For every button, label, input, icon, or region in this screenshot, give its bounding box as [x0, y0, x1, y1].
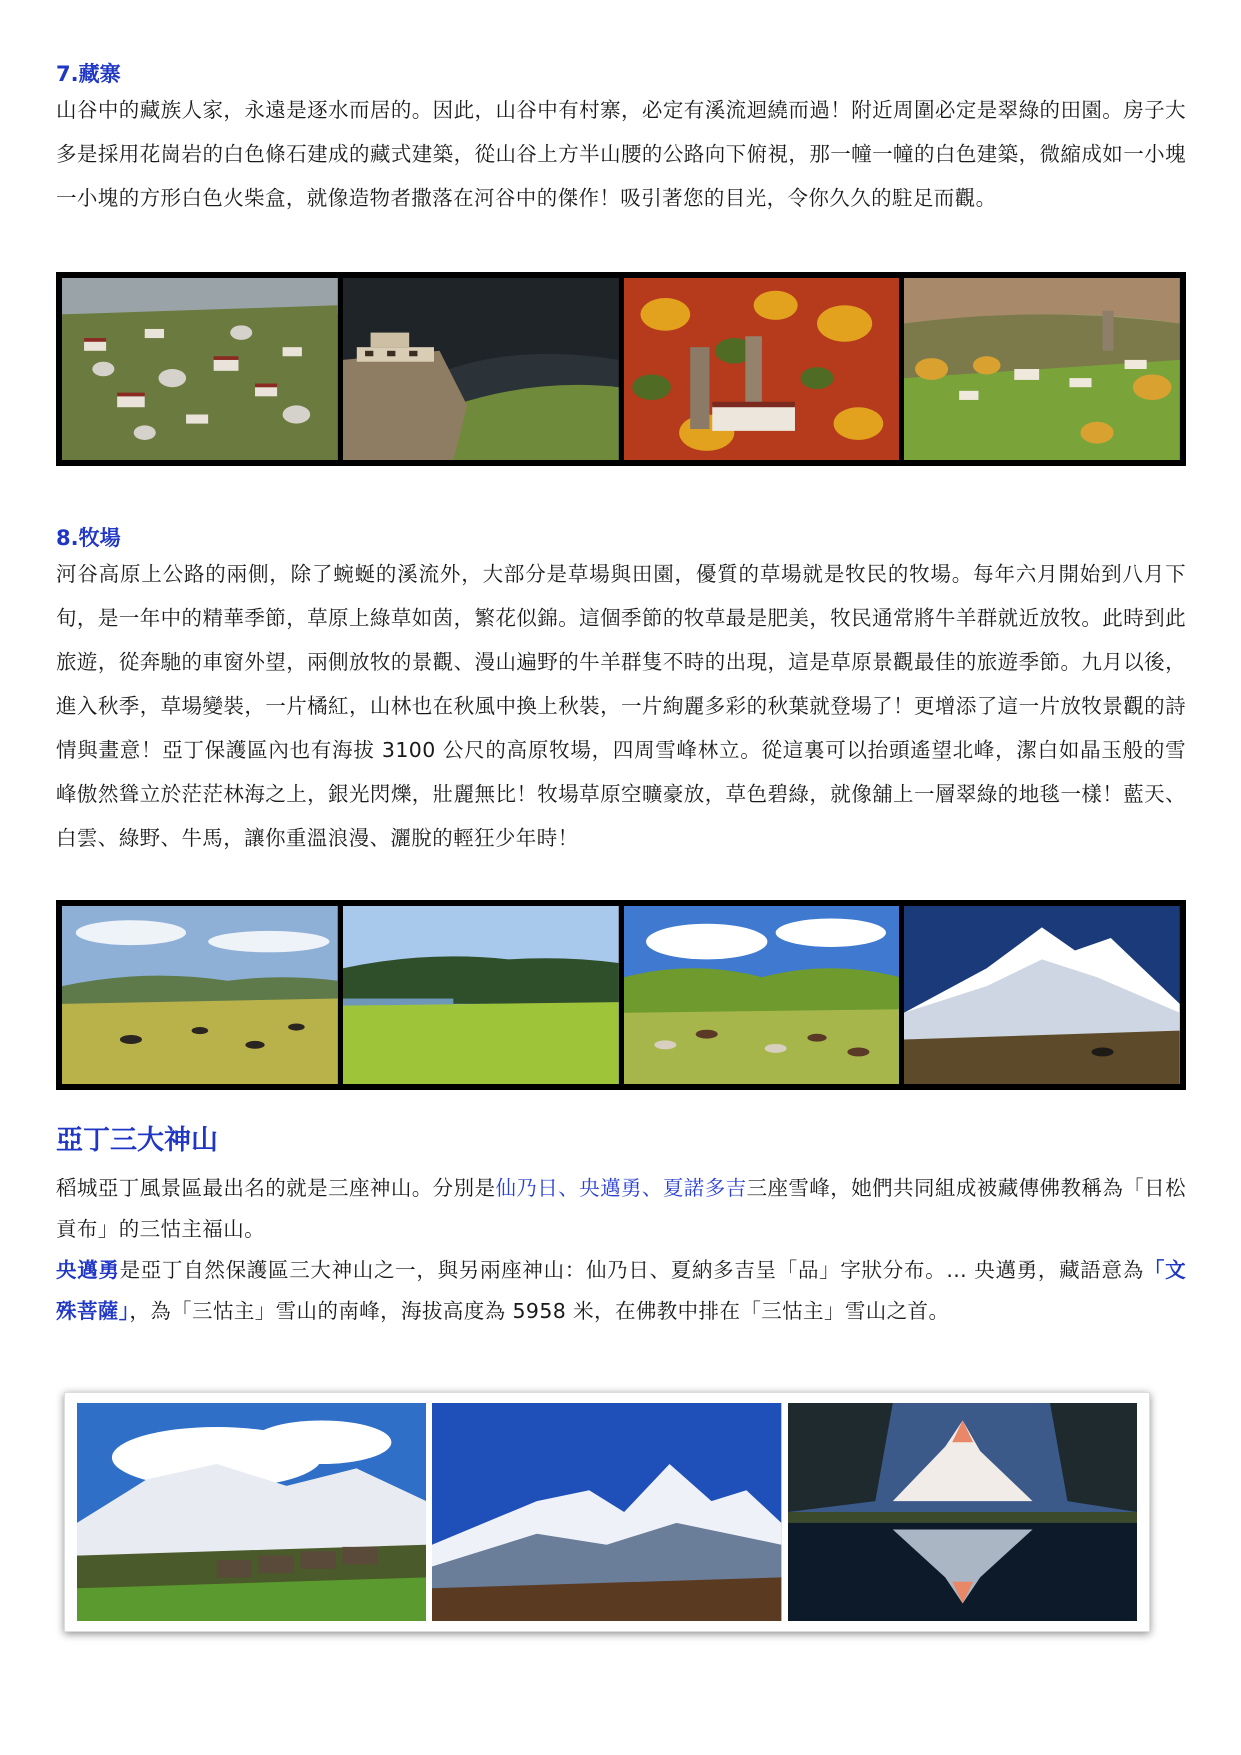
yak-meadow-photo: [62, 906, 338, 1084]
peak-with-lodge-photo: [77, 1403, 426, 1621]
mountain-names-link[interactable]: 仙乃日、央邁勇、夏諾多吉: [495, 1176, 747, 1200]
yangmaiyong-text-b: ，為「三怙主」雪山的南峰，海拔高度為 5958 米，在佛教中排在「三怙主」雪山之首。: [129, 1299, 950, 1323]
yangmaiyong-name: 央邁勇: [56, 1258, 120, 1282]
section-heading-pasture: 8.牧場: [56, 526, 121, 550]
yangmaiyong-text-a: 是亞丁自然保護區三大神山之一，與另兩座神山：仙乃日、夏納多吉呈「品」字狀分布。... 央邁勇，藏語意為: [119, 1258, 1144, 1282]
lake-forest-meadow-photo: [343, 906, 619, 1084]
section-body-tibetan-village: 山谷中的藏族人家，永遠是逐水而居的。因此，山谷中有村寨，必定有溪流迴繞而過！附近周圍必定是翠綠的田園。房子大多是採用花崗岩的白色條石建成的藏式建築，從山谷上方半山腰的公路向下俯視，那一幢一幢的白色建築，微縮成如一小塊一小塊的方形白色火柴盒，就像造物者撒落在河谷中的傑作！吸引著您的目光，令你久久的駐足而觀。: [56, 98, 1186, 210]
mountains-intro-text-a: 稻城亞丁風景區最出名的就是三座神山。分別是: [56, 1176, 496, 1200]
valley-village-photo: [904, 278, 1180, 460]
photo-frame-sacred-mountains: [64, 1392, 1150, 1632]
watchtower-autumn-photo: [624, 278, 900, 460]
peak-lake-reflection-photo: [788, 1403, 1137, 1621]
section-heading-tibetan-village: 7.藏寨: [56, 62, 121, 86]
mountains-intro-paragraph: [56, 1168, 1186, 1250]
cattle-hills-photo: [624, 906, 900, 1084]
photo-strip-pastures: [56, 900, 1186, 1090]
village-hillside-photo: [62, 278, 338, 460]
pyramid-peak-blue-sky-photo: [432, 1403, 781, 1621]
mountains-intro-text-b: 三座雪峰，她們共同組成被藏傳佛教稱為「日松貢布」的三怙主福山。: [56, 1176, 1186, 1241]
stone-house-storm-photo: [343, 278, 619, 460]
photo-strip-villages: [56, 272, 1186, 466]
manjushri-term: 「文殊菩薩」: [56, 1258, 1187, 1323]
section-heading-sacred-mountains: 亞丁三大神山: [56, 1125, 218, 1156]
snow-peak-yak-photo: [904, 906, 1180, 1084]
yangmaiyong-paragraph: [56, 1250, 1186, 1332]
section-body-pasture: 河谷高原上公路的兩側，除了蜿蜒的溪流外，大部分是草場與田園，優質的草場就是牧民的牧場。每年六月開始到八月下旬，是一年中的精華季節，草原上綠草如茵，繁花似錦。這個季節的牧草最是肥美，牧民通常將牛羊群就近放牧。此時到此旅遊，從奔馳的車窗外望，兩側放牧的景觀、漫山遍野的牛羊群隻不時的出現，這是草原景觀最佳的旅遊季節。九月以後，進入秋季，草場變裝，一片橘紅，山林也在秋風中換上秋裝，一片絢麗多彩的秋葉就登場了！更增添了這一片放牧景觀的詩情與畫意！亞丁保護區內也有海拔 3100 公尺的高原牧場，四周雪峰林立。從這裏可以抬頭遙望北峰，潔白如晶玉般的雪峰傲然聳立於茫茫林海之上，銀光閃爍，壯麗無比！牧場草原空曠豪放，草色碧綠，就像舖上一層翠綠的地毯一樣！藍天、白雲、綠野、牛馬，讓你重溫浪漫、灑脫的輕狂少年時！: [56, 562, 1186, 850]
